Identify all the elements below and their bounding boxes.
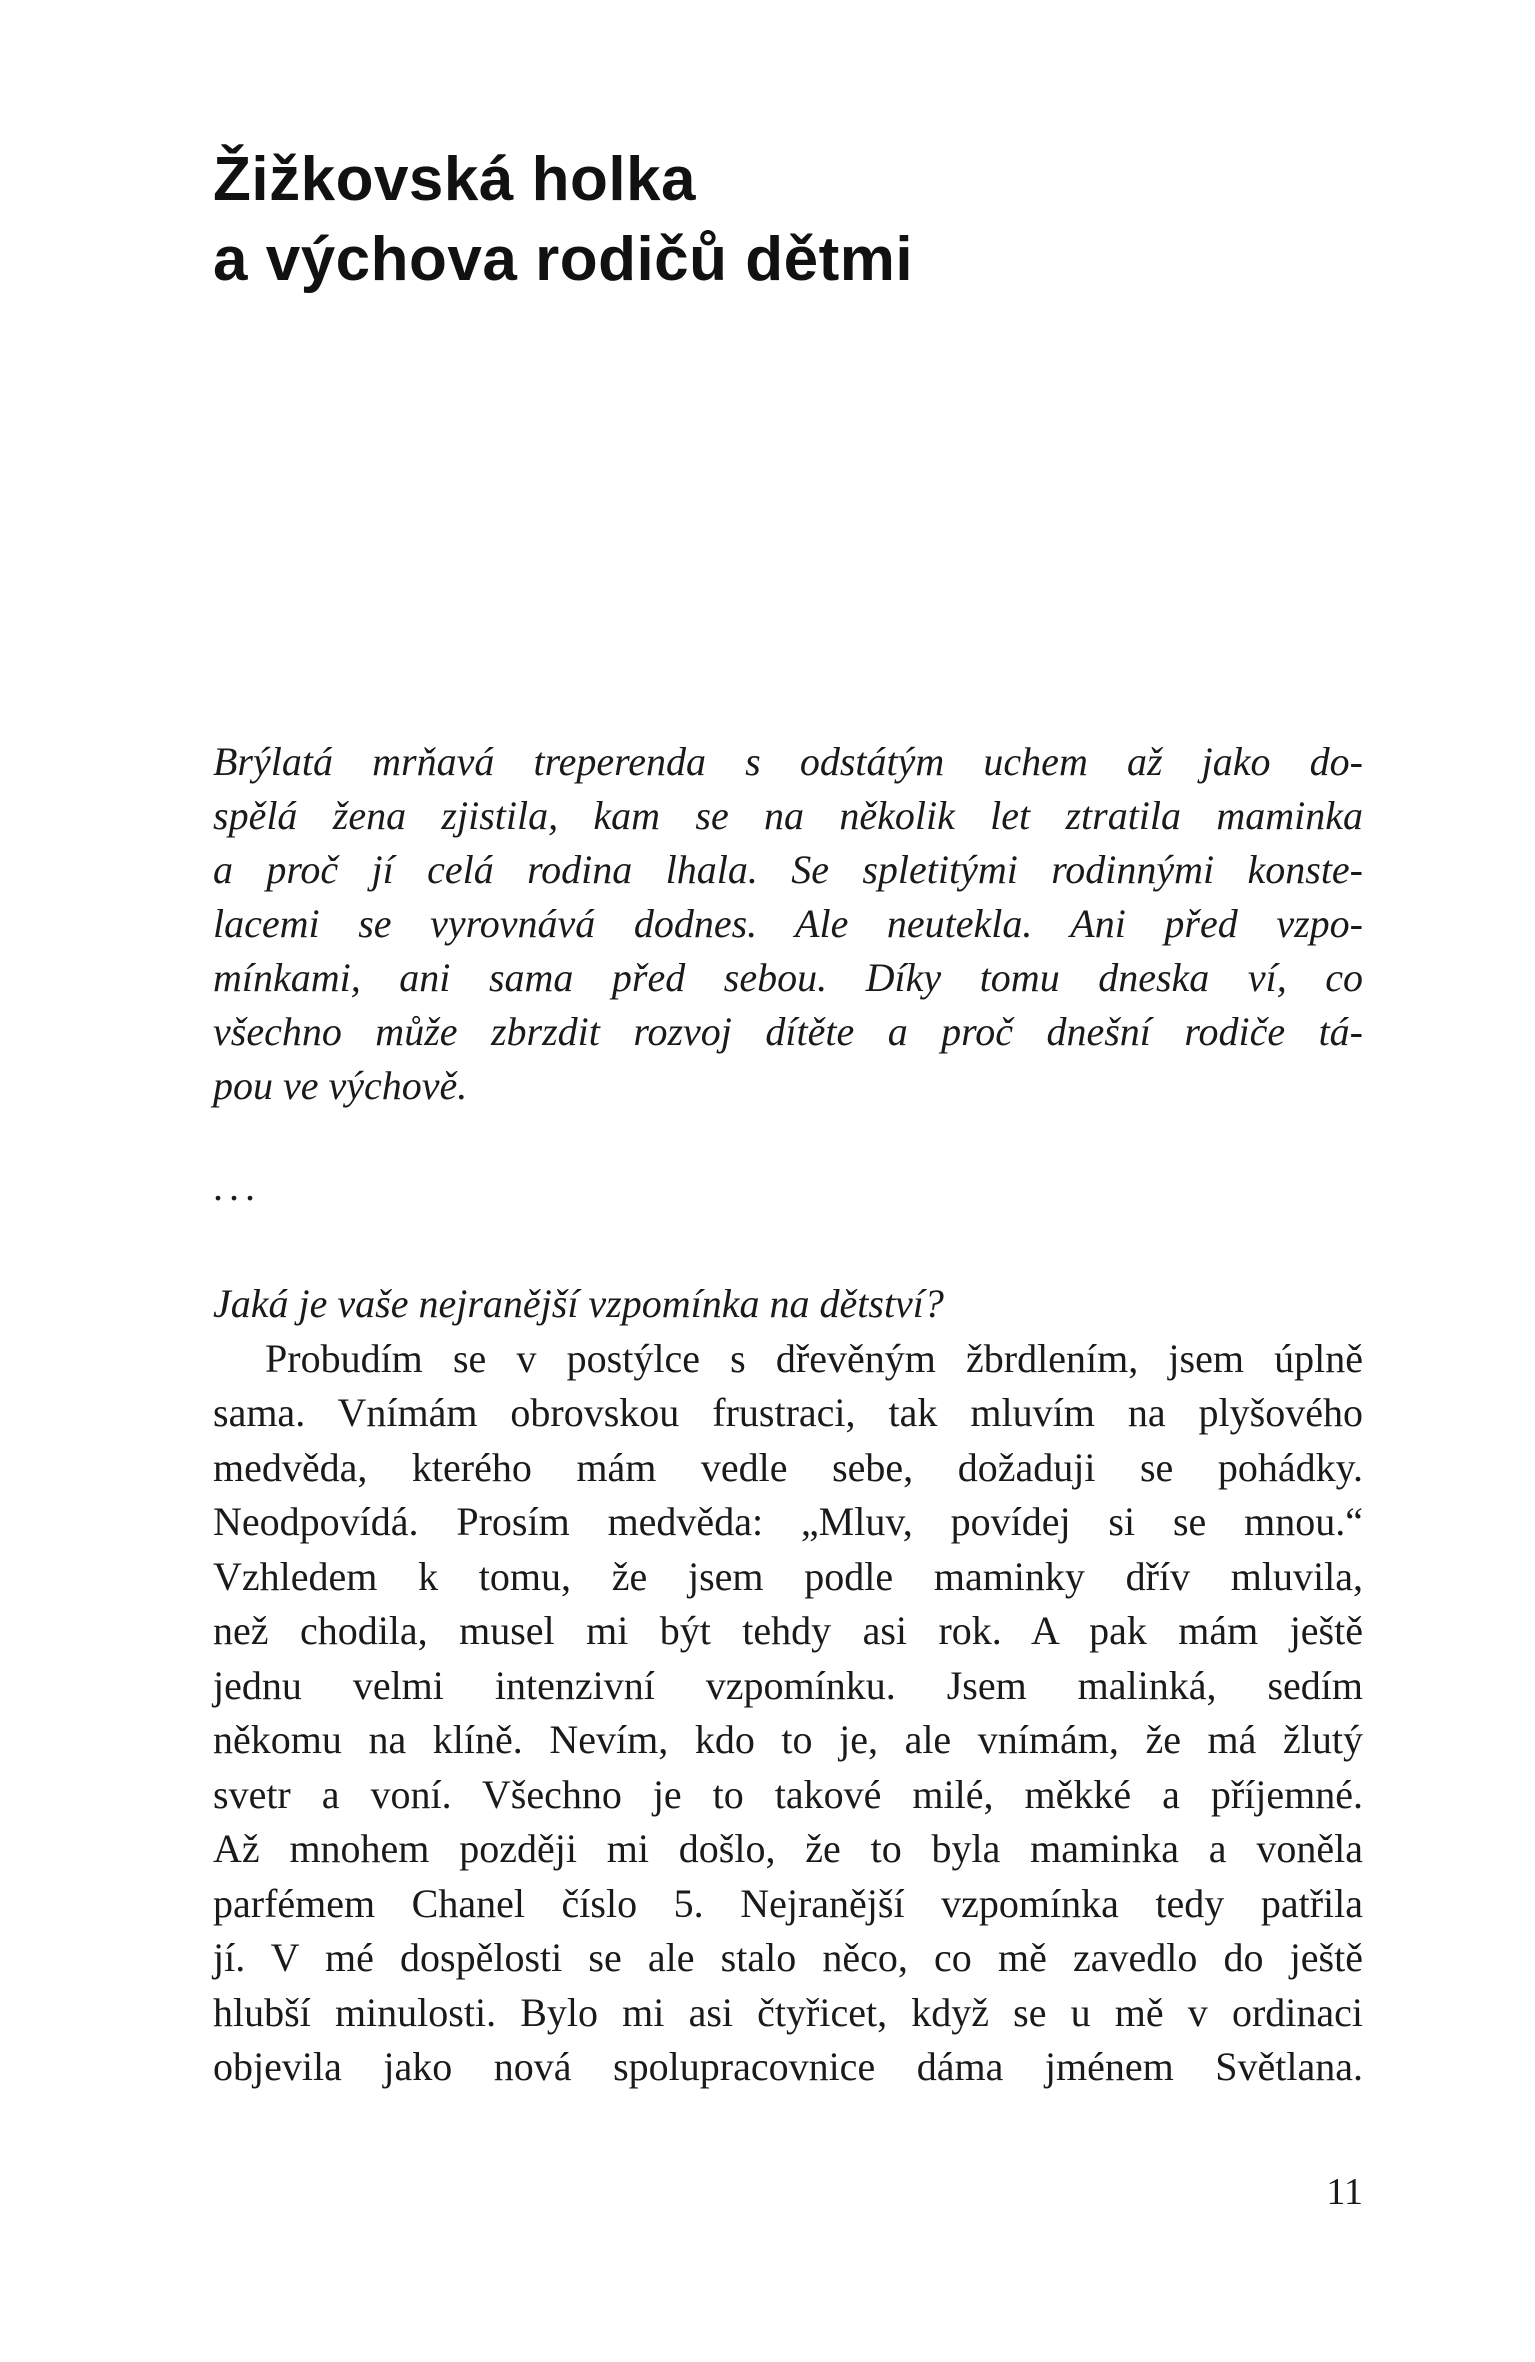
chapter-lead [213,735,1363,1113]
answer-line: Neodpovídá. Prosím medvěda: „Mluv, povídej si se mnou.“ [213,1499,1363,1544]
answer-line: jí. V mé dospělosti se ale stalo něco, co mě zavedlo do ještě [213,1935,1363,1980]
page-number: 11 [1326,2171,1363,2213]
answer-line: parfémem Chanel číslo 5. Nejranější vzpomínka tedy patřila [213,1880,1363,1926]
chapter-title [213,140,1363,300]
lead-line: mínkami, ani sama před sebou. Díky tomu dneska ví, co [213,955,1363,1000]
lead-line: lacemi se vyrovnává dodnes. Ale neutekla. Ani před vzpo- [213,901,1363,946]
lead-line: a proč jí celá rodina lhala. Se spletitými rodinnými konste- [213,847,1363,892]
lead-line: všechno může zbrzdit rozvoj dítěte a proč dnešní rodiče tá- [213,1009,1363,1054]
answer-line: Vzhledem k tomu, že jsem podle maminky dřív mluvila, [213,1553,1363,1599]
lead-line: spělá žena zjistila, kam se na několik let ztratila maminka [213,793,1363,838]
chapter-title-line: Žižkovská holka [213,145,697,214]
answer-line: objevila jako nová spolupracovnice dáma jménem Světlana. [213,2044,1363,2089]
section-separator: ... [213,1164,261,1209]
answer-line: Až mnohem později mi došlo, že to byla maminka a voněla [213,1826,1363,1871]
answer-line: Probudím se v postýlce s dřevěným žbrdlením, jsem úplně [265,1335,1363,1381]
answer-line: než chodila, musel mi být tehdy asi rok. A pak mám ještě [213,1608,1363,1653]
answer-line: jednu velmi intenzivní vzpomínku. Jsem malinká, sedím [213,1662,1363,1708]
chapter-title-line: a výchova rodičů dětmi [213,225,914,294]
answer-line: svetr a voní. Všechno je to takové milé, měkké a příjemné. [213,1771,1363,1817]
answer-line: hlubší minulosti. Bylo mi asi čtyřicet, když se u mě v ordinaci [213,1989,1363,2035]
interview-question: Jaká je vaše nejranější vzpomínka na dětství? [213,1281,944,1326]
interview-block [213,1277,1363,2095]
answer-line: někomu na klíně. Nevím, kdo to je, ale vnímám, že má žlutý [213,1717,1363,1762]
answer-line: medvěda, kterého mám vedle sebe, dožaduji se pohádky. [213,1444,1363,1490]
lead-line: pou ve výchově. [213,1063,468,1108]
answer-line: sama. Vnímám obrovskou frustraci, tak mluvím na plyšového [213,1390,1363,1435]
lead-line: Brýlatá mrňavá treperenda s odstátým uchem až jako do- [213,739,1363,784]
